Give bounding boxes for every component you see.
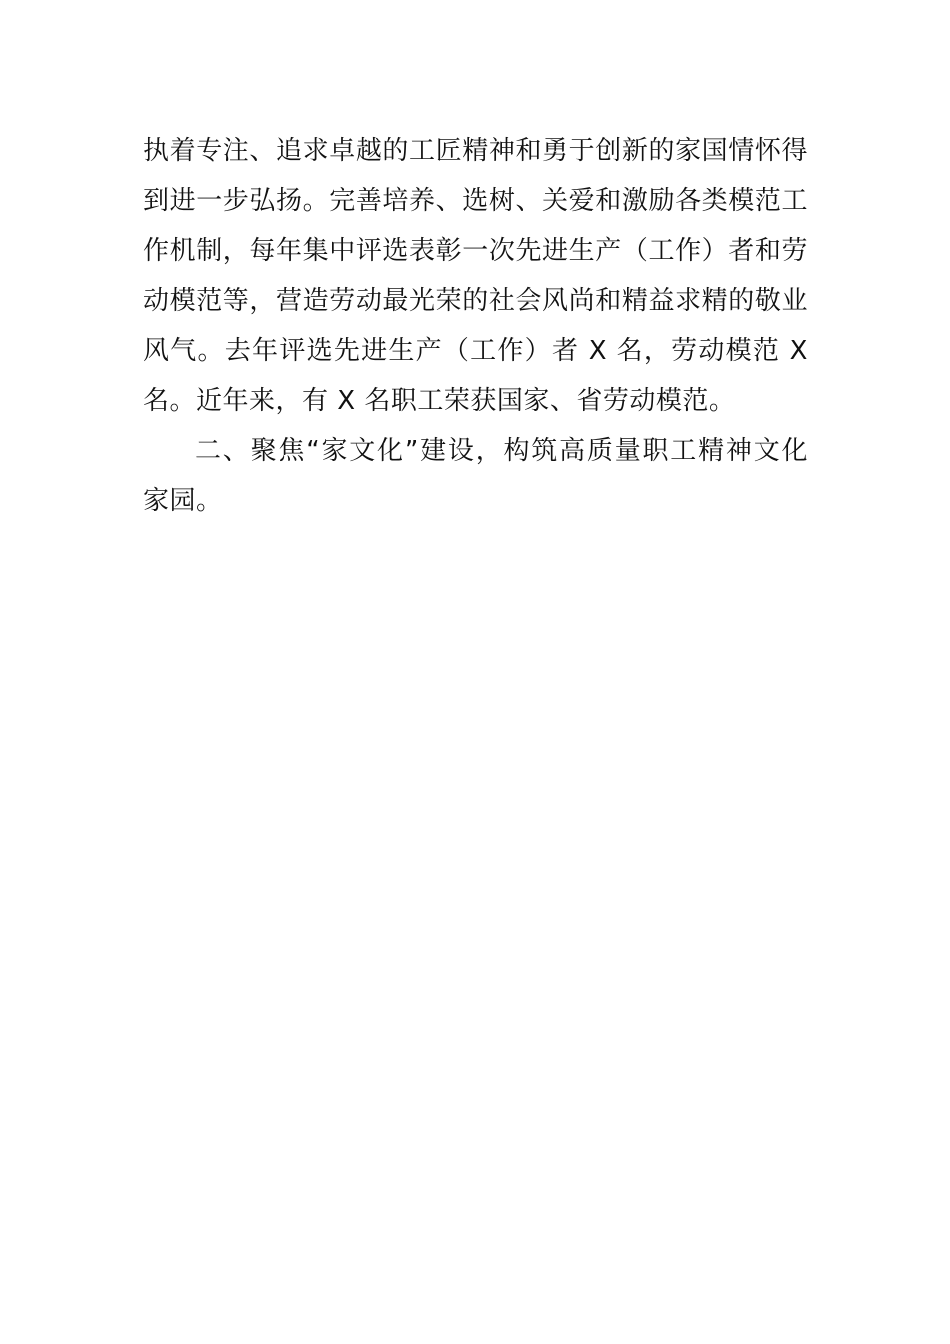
paragraph-line-4: 动模范等，营造劳动最光荣的社会风尚和精益求精的敬业 xyxy=(143,286,808,316)
section-heading-line-1: 二、聚焦“家文化”建设，构筑高质量职工精神文化 xyxy=(195,436,808,466)
paragraph-line-6: 名。近年来，有 X 名职工荣获国家、省劳动模范。 xyxy=(143,386,736,416)
paragraph-line-1: 执着专注、追求卓越的工匠精神和勇于创新的家国情怀得 xyxy=(143,136,808,166)
section-heading-line-2: 家园。 xyxy=(143,486,223,516)
paragraph-line-5: 风气。去年评选先进生产（工作）者 X 名，劳动模范 X xyxy=(143,336,808,366)
paragraph-line-2: 到进一步弘扬。完善培养、选树、关爱和激励各类模范工 xyxy=(143,186,808,216)
paragraph-line-3: 作机制，每年集中评选表彰一次先进生产（工作）者和劳 xyxy=(143,236,808,266)
